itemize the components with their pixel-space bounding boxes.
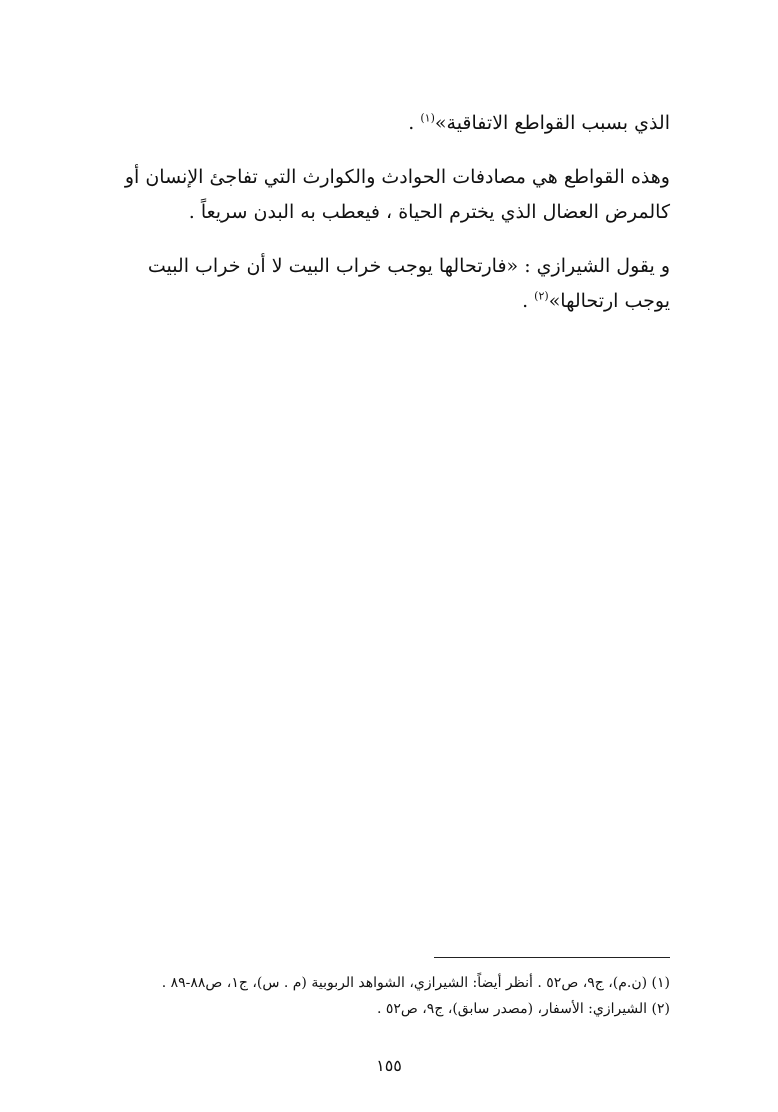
paragraph-2-line-2: كالمرض العضال الذي يخترم الحياة ، فيعطب به البدن سريعاً . [188,201,670,223]
paragraph-1-text: الذي بسبب القواطع الاتفاقية» [434,112,670,134]
paragraph-3-line-1: و يقول الشيرازي : «فارتحالها يوجب خراب البيت لا أن خراب البيت [147,255,670,277]
footnote-reference-1: (١) [420,111,435,125]
paragraph-2-line-1: وهذه القواطع هي مصادفات الحوادث والكوارث التي تفاجئ الإنسان أو [124,166,670,188]
paragraph-2 [108,160,670,230]
paragraph-3-text: يوجب ارتحالها» [548,290,670,312]
footnotes [108,970,670,1022]
paragraph-3-tail: . [522,290,535,312]
page-number: ١٥٥ [376,1056,402,1075]
footnote-2: (٢) الشيرازي: الأسفار، (مصدر سابق)، ج٩، ص٥٢ . [376,1001,670,1017]
footnote-separator [434,957,670,958]
paragraph-1-line-1 [108,106,670,141]
paragraph-1-tail: . [408,112,421,134]
paragraph-3 [108,249,670,319]
footnote-reference-2: (٢) [534,289,549,303]
footnote-1: (١) (ن.م)، ج٩، ص٥٢ . أنظر أيضاً: الشيرازي، الشواهد الربوبية (م . س)، ج١، ص٨٨-٨٩ . [161,975,670,991]
paragraph-1 [108,106,670,141]
paragraph-3-line-2 [108,284,670,319]
